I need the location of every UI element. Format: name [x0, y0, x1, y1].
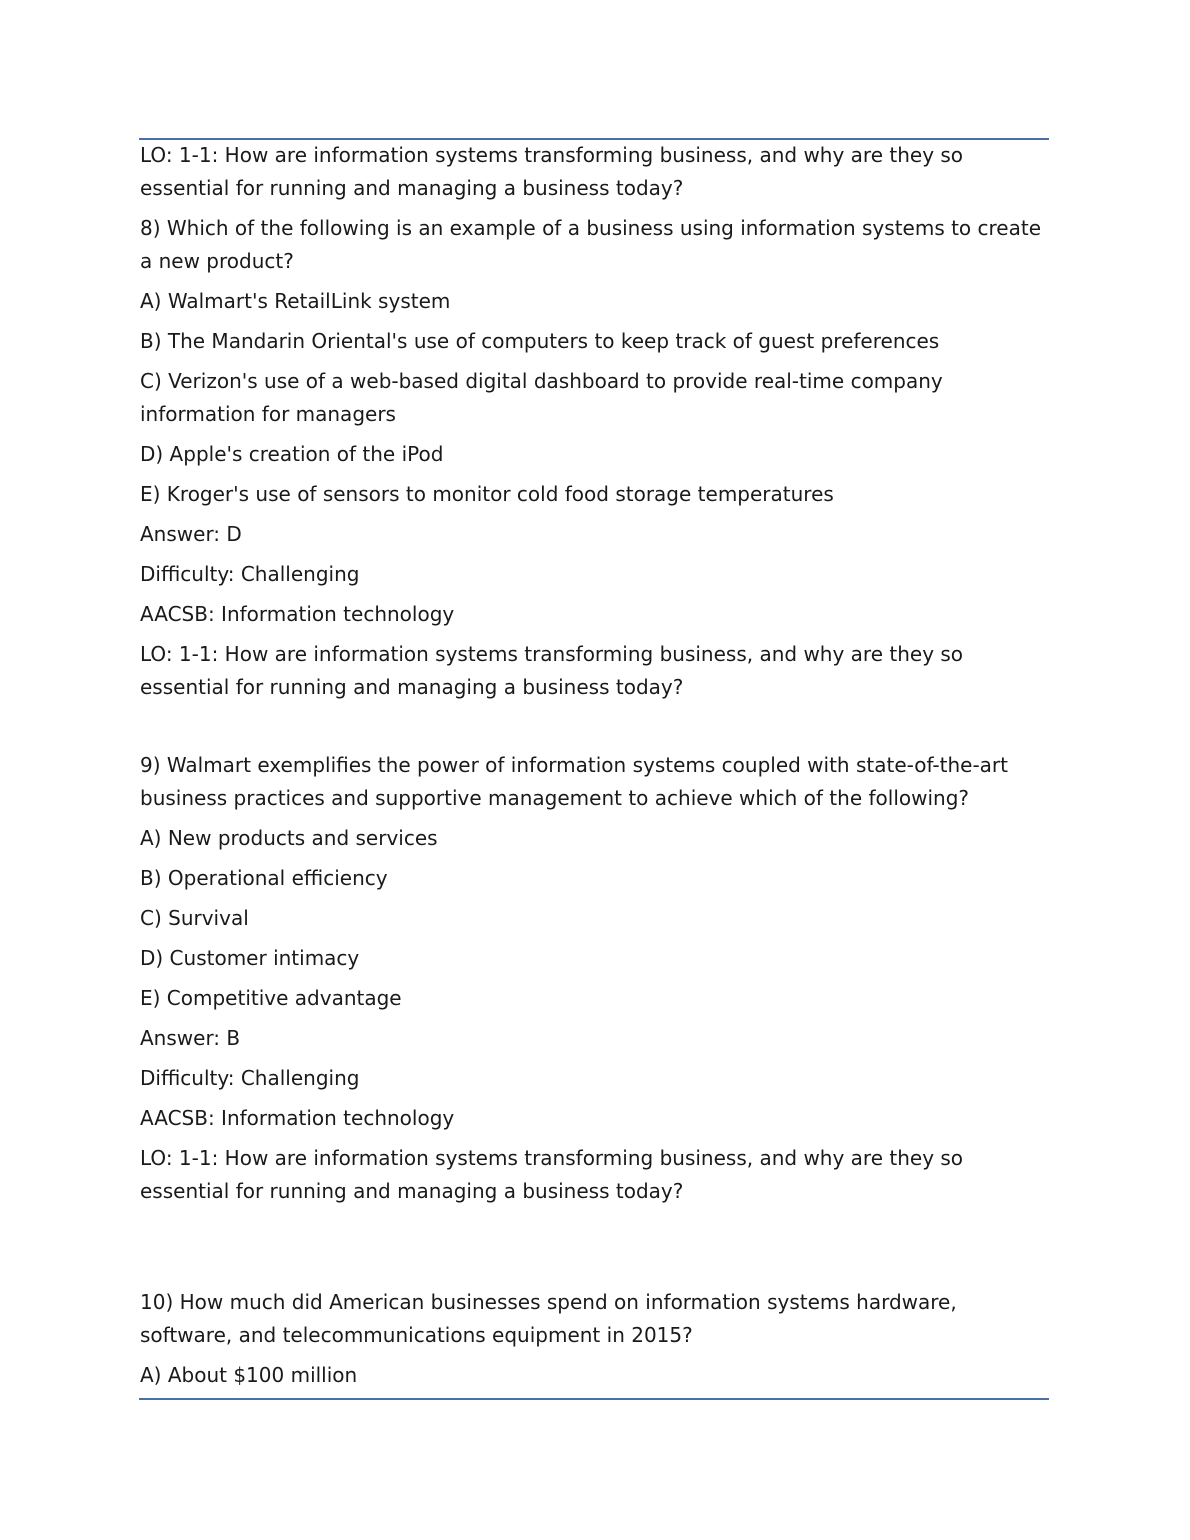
bottom-divider [139, 1398, 1049, 1400]
option-a: A) About $100 million [140, 1363, 358, 1387]
question-text: 8) Which of the following is an example of a business using information systems to create a new product? [140, 216, 1042, 273]
question-10 [140, 1286, 1050, 1392]
learning-objective: LO: 1-1: How are information systems transforming business, and why are they so essential for running and managing a business today? [140, 143, 964, 200]
option-d: D) Customer intimacy [140, 946, 360, 970]
document-body [140, 139, 1050, 1399]
option-d: D) Apple's creation of the iPod [140, 442, 444, 466]
aacsb: AACSB: Information technology [140, 1106, 455, 1130]
option-b: B) Operational efficiency [140, 866, 388, 890]
difficulty: Difficulty: Challenging [140, 562, 360, 586]
option-b: B) The Mandarin Oriental's use of computers to keep track of guest preferences [140, 329, 940, 353]
question-8 [140, 212, 1050, 704]
spacer [140, 711, 1050, 749]
learning-objective: LO: 1-1: How are information systems transforming business, and why are they so essential for running and managing a business today? [140, 642, 964, 699]
option-e: E) Kroger's use of sensors to monitor cold food storage temperatures [140, 482, 834, 506]
option-a: A) New products and services [140, 826, 438, 850]
question-text: 10) How much did American businesses spend on information systems hardware, software, and telecommunications equipment in 2015? [140, 1290, 957, 1347]
option-a: A) Walmart's RetailLink system [140, 289, 451, 313]
answer: Answer: B [140, 1026, 241, 1050]
question-text: 9) Walmart exemplifies the power of information systems coupled with state-of-the-art business practices and supportive management to achieve which of the following? [140, 753, 1008, 810]
difficulty: Difficulty: Challenging [140, 1066, 360, 1090]
spacer [140, 1215, 1050, 1286]
option-c: C) Verizon's use of a web-based digital dashboard to provide real-time company information for managers [140, 369, 943, 426]
question-9 [140, 749, 1050, 1208]
option-e: E) Competitive advantage [140, 986, 402, 1010]
option-c: C) Survival [140, 906, 249, 930]
answer: Answer: D [140, 522, 242, 546]
learning-objective: LO: 1-1: How are information systems transforming business, and why are they so essential for running and managing a business today? [140, 1146, 964, 1203]
aacsb: AACSB: Information technology [140, 602, 455, 626]
